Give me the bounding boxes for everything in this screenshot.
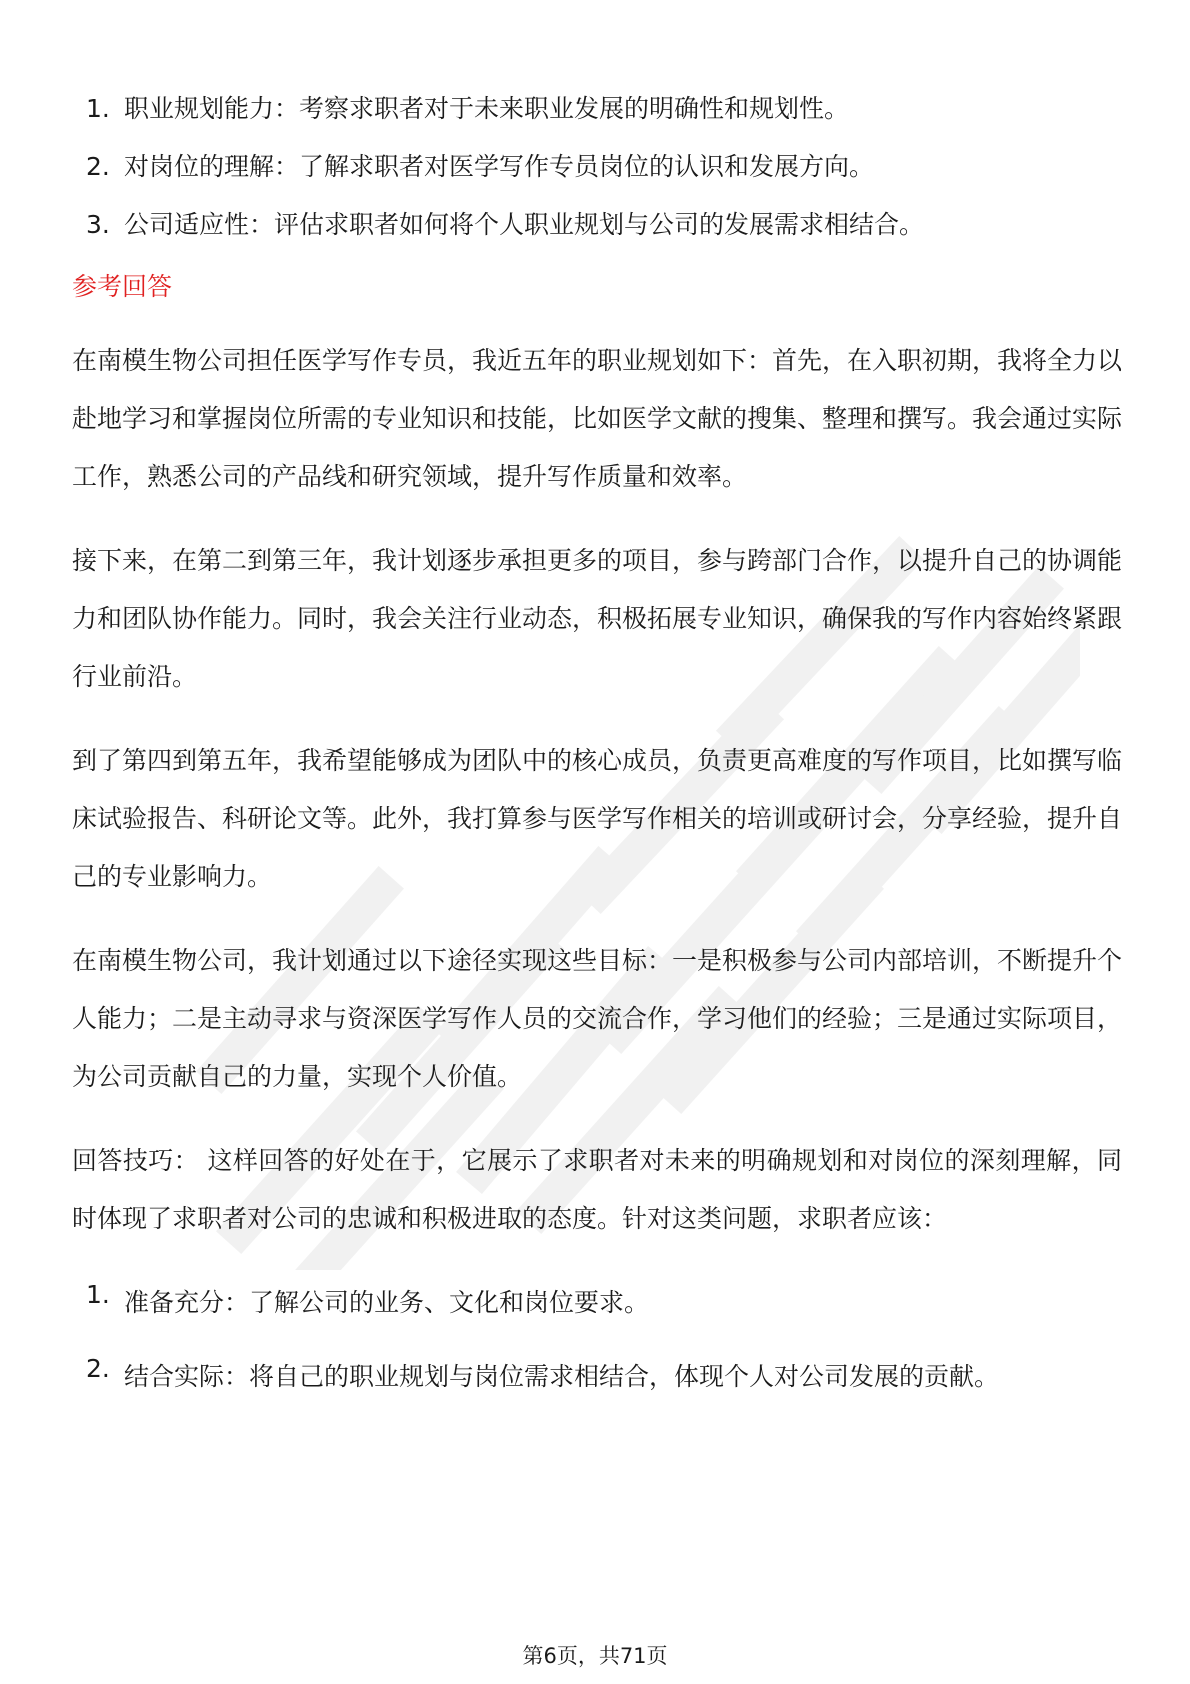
paragraph: 在南模生物公司，我计划通过以下途径实现这些目标：一是积极参与公司内部培训，不断提升个人能力；二是主动寻求与资深医学写作人员的交流合作，学习他们的经验；三是通过实际项目，为公司贡献自己的力量，实现个人价值。 [72,946,1123,1091]
list-item [72,88,1122,130]
list-item-number: 2. [86,152,110,181]
list-item [72,1274,1122,1332]
tips-list [72,1274,1122,1406]
list-item-text: 结合实际：将自己的职业规划与岗位需求相结合，体现个人对公司发展的贡献。 [124,1362,1000,1391]
list-item-text: 公司适应性：评估求职者如何将个人职业规划与公司的发展需求相结合。 [124,210,925,239]
page-footer: 第6页，共71页 [522,1644,668,1668]
list-item [72,146,1122,188]
list-item-text: 准备充分：了解公司的业务、文化和岗位要求。 [124,1288,650,1317]
document-page [72,88,1122,1422]
paragraph: 在南模生物公司担任医学写作专员，我近五年的职业规划如下：首先，在入职初期，我将全力以赴地学习和掌握岗位所需的专业知识和技能，比如医学文献的搜集、整理和撰写。我会通过实际工作，熟悉公司的产品线和研究领域，提升写作质量和效率。 [72,346,1123,491]
list-item-number: 2. [86,1354,110,1383]
list-item [72,1348,1122,1406]
list-item-text: 对岗位的理解：了解求职者对医学写作专员岗位的认识和发展方向。 [124,152,875,181]
list-item-text: 职业规划能力：考察求职者对于未来职业发展的明确性和规划性。 [124,94,850,123]
paragraph: 到了第四到第五年，我希望能够成为团队中的核心成员，负责更高难度的写作项目，比如撰写临床试验报告、科研论文等。此外，我打算参与医学写作相关的培训或研讨会，分享经验，提升自己的专业影响力。 [72,746,1123,891]
section-heading: 参考回答 [72,272,173,301]
tips-paragraph: 回答技巧： 这样回答的好处在于，它展示了求职者对未来的明确规划和对岗位的深刻理解，同时体现了求职者对公司的忠诚和积极进取的态度。针对这类问题，求职者应该： [72,1146,1122,1233]
criteria-list [72,88,1122,246]
list-item-number: 1. [86,94,110,123]
list-item [72,204,1122,246]
list-item-number: 1. [86,1280,110,1309]
list-item-number: 3. [86,210,110,239]
paragraph: 接下来，在第二到第三年，我计划逐步承担更多的项目，参与跨部门合作，以提升自己的协调能力和团队协作能力。同时，我会关注行业动态，积极拓展专业知识，确保我的写作内容始终紧跟行业前沿。 [72,546,1123,691]
